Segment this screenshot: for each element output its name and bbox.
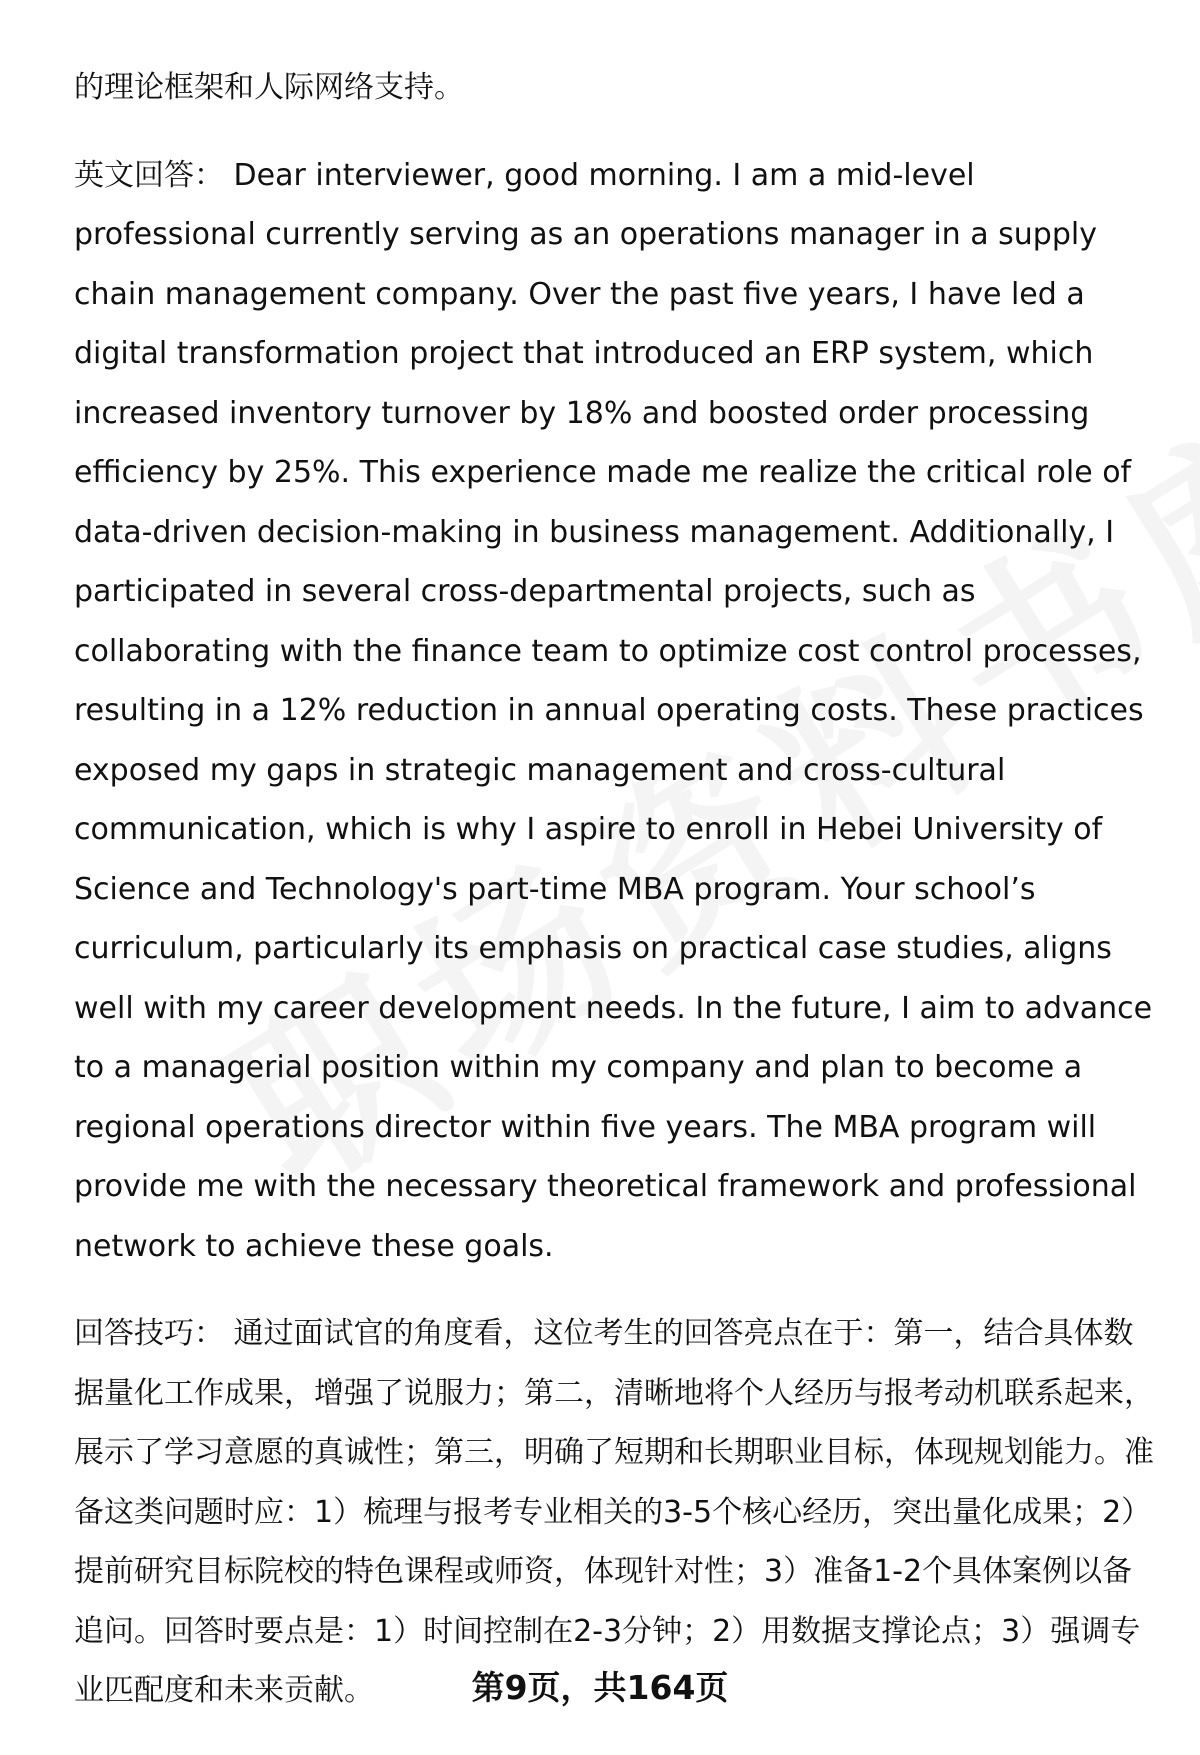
tips-paragraph xyxy=(74,1304,1154,1721)
english-answer-paragraph xyxy=(74,146,1154,1277)
tips-text: 通过面试官的角度看，这位考生的回答亮点在于：第一，结合具体数据量化工作成果，增强了说服力；第二，清晰地将个人经历与报考动机联系起来，展示了学习意愿的真诚性；第三，明确了短期和长期职业目标，体现规划能力。准备这类问题时应：1）梳理与报考专业相关的3-5个核心经历，突出量化成果；2）提前研究目标院校的特色课程或师资，体现针对性；3）准备1-2个具体案例以备追问。回答时要点是：1）时间控制在2-3分钟；2）用数据支撑论点；3）强调专业匹配度和未来贡献。 xyxy=(74,1316,1154,1708)
english-answer-label: 英文回答： xyxy=(74,157,224,193)
intro-text: 的理论框架和人际网络支持。 xyxy=(74,70,464,105)
page-content xyxy=(74,58,1154,1721)
intro-paragraph xyxy=(74,58,1154,118)
english-answer-text: Dear interviewer, good morning. I am a mid-level professional currently serving as an operations manager in a supply chain management company. Over the past five years, I have led a digital transformation project that introduced an ERP system, which increased inventory turnover by 18% and boosted order processing efficiency by 25%. This experience made me realize the critical role of data-driven decision-making in business management. Additionally, I participated in several cross-departmental projects, such as collaborating with the finance team to optimize cost control processes, resulting in a 12% reduction in annual operating costs. These practices exposed my gaps in strategic management and cross-cultural communication, which is why I aspire to enroll in Hebei University of Science and Technology's part-time MBA program. Your school’s curriculum, particularly its emphasis on practical case studies, aligns well with my career development needs. In the future, I aim to advance to a managerial position within my company and plan to become a regional operations director within five years. The MBA program will provide me with the necessary theoretical framework and professional network to achieve these goals. xyxy=(74,157,1153,1264)
tips-label: 回答技巧： xyxy=(74,1316,224,1351)
page-number: 第9页，共164页 xyxy=(471,1668,729,1707)
